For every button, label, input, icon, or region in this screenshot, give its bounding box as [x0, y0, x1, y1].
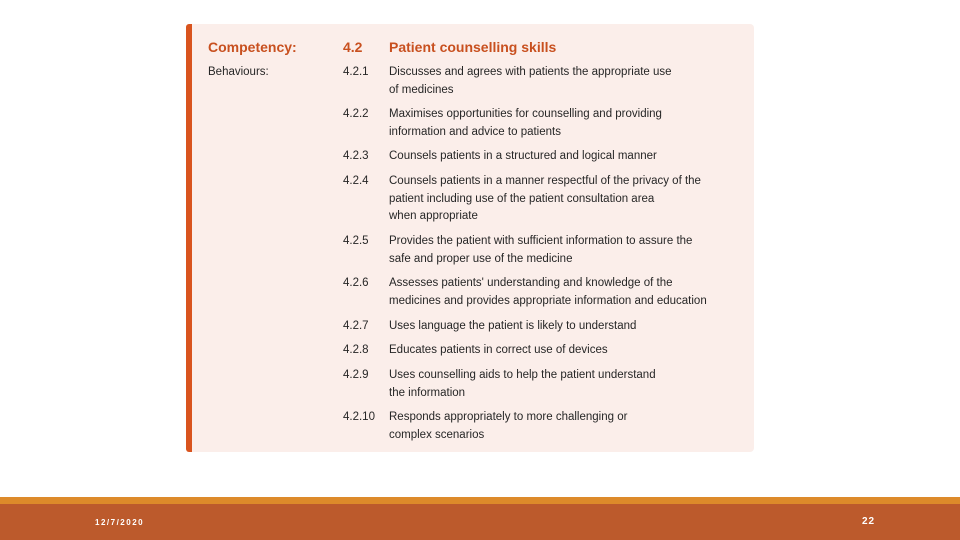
behaviour-line: Educates patients in correct use of devices — [389, 344, 608, 356]
behaviour-text — [389, 233, 739, 268]
behaviour-number: 4.2.6 — [343, 277, 369, 289]
competency-number: 4.2 — [343, 39, 363, 55]
card-accent-bar — [186, 24, 192, 452]
behaviour-line: safe and proper use of the medicine — [389, 252, 573, 265]
footer-date: 12/7/2020 — [95, 518, 145, 527]
behaviour-line: Uses language the patient is likely to understand — [389, 320, 637, 332]
behaviour-number: 4.2.2 — [343, 108, 369, 120]
behaviour-line: Provides the patient with sufficient information to assure the — [389, 235, 693, 247]
behaviour-line: of medicines — [389, 83, 454, 96]
behaviour-line: Assesses patients' understanding and knowledge of the — [389, 277, 673, 289]
footer-accent-line — [0, 497, 960, 504]
behaviour-text — [389, 275, 739, 310]
behaviour-line: Discusses and agrees with patients the appropriate use — [389, 66, 672, 78]
competency-card — [186, 24, 754, 452]
behaviour-line: when appropriate — [389, 210, 478, 222]
behaviour-number: 4.2.10 — [343, 411, 375, 423]
behaviour-line: patient including use of the patient consultation area — [389, 192, 655, 205]
competency-label: Competency: — [208, 39, 297, 55]
behaviour-text — [389, 148, 739, 166]
behaviour-text — [389, 106, 739, 141]
behaviour-line: Responds appropriately to more challenging or — [389, 411, 628, 423]
behaviour-number: 4.2.4 — [343, 175, 369, 187]
behaviour-number: 4.2.5 — [343, 235, 369, 247]
behaviour-number: 4.2.1 — [343, 66, 369, 78]
behaviour-text — [389, 318, 739, 336]
behaviour-number: 4.2.3 — [343, 150, 369, 162]
behaviour-line: Maximises opportunities for counselling and providing — [389, 108, 662, 120]
behaviour-text — [389, 367, 739, 402]
competency-title: Patient counselling skills — [389, 39, 557, 55]
behaviour-number: 4.2.9 — [343, 369, 369, 381]
behaviour-line: information and advice to patients — [389, 125, 561, 138]
behaviour-line: Counsels patients in a structured and logical manner — [389, 150, 657, 162]
behaviour-line: the information — [389, 386, 466, 399]
behaviours-label: Behaviours: — [208, 66, 269, 78]
behaviour-text — [389, 342, 739, 360]
behaviour-text — [389, 64, 739, 99]
behaviour-line: medicines and provides appropriate information and education — [389, 294, 707, 307]
behaviour-number: 4.2.7 — [343, 320, 369, 332]
behaviour-line: complex scenarios — [389, 428, 485, 441]
behaviour-number: 4.2.8 — [343, 344, 369, 356]
behaviour-text — [389, 173, 739, 226]
slide-number: 22 — [862, 516, 876, 527]
behaviour-text — [389, 409, 739, 444]
behaviour-line: Counsels patients in a manner respectful of the privacy of the — [389, 175, 701, 187]
behaviour-line: Uses counselling aids to help the patient understand — [389, 369, 656, 381]
